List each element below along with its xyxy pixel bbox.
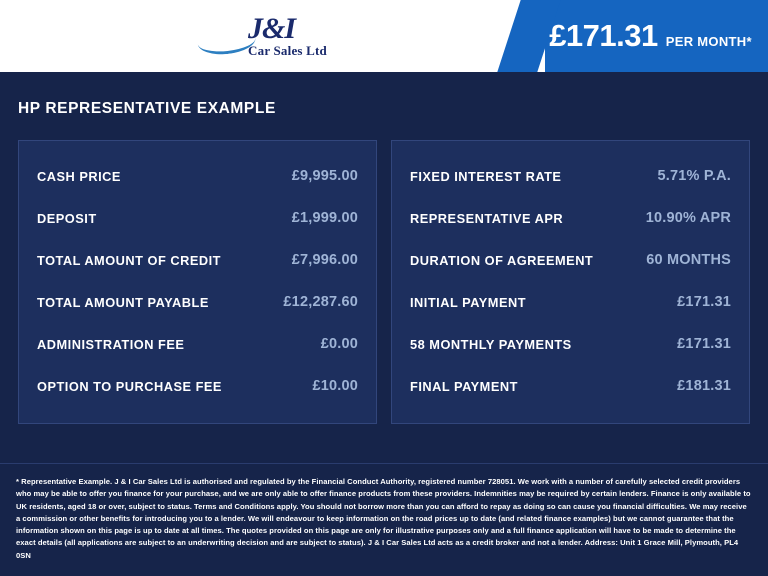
row-label: DURATION OF AGREEMENT [410, 252, 594, 268]
table-row [37, 323, 358, 365]
row-label: ADMINISTRATION FEE [37, 336, 185, 352]
row-value: 10.90% APR [645, 210, 731, 226]
row-label: FIXED INTEREST RATE [410, 168, 562, 184]
table-row [410, 239, 731, 281]
table-row [410, 155, 731, 197]
row-label: FINAL PAYMENT [410, 378, 518, 394]
table-row [410, 365, 731, 407]
left-details-panel [18, 140, 377, 424]
table-row [410, 197, 731, 239]
table-row [37, 365, 358, 407]
company-logo [198, 11, 327, 58]
logo-area [0, 0, 545, 72]
row-label: TOTAL AMOUNT PAYABLE [37, 294, 209, 310]
row-label: CASH PRICE [37, 168, 121, 184]
page-title: HP REPRESENTATIVE EXAMPLE [18, 100, 276, 117]
finance-details-panels [18, 140, 750, 424]
disclaimer-text: * Representative Example. J & I Car Sales Ltd is authorised and regulated by the Financial Conduct Authority, registered number 728051. We work with a number of carefully selected credit providers who may be able to offer you finance for your purchase, and we are only able to offer finance products from these providers. Indemnities may be required by certain lenders. Finance is only available to UK residents, aged 18 or over, subject to status. Terms and Conditions apply. You should not borrow more than you can afford to repay as doing so can cause you financial difficulties. We may receive a commission or other benefits for introducing you to a lender. We will endeavour to keep information on the road prices up to date (and related finance examples) but we cannot guarantee that the information shown on this page is up to date at all times. The quotes provided on this page are only for illustrative purposes only and a full finance application will have to be made to determine the exact details (all applications are subject to an underwriting decision and are subject to status). J & I Car Sales Ltd acts as a credit broker and not a lender. Address: Unit 1 Grace Mill, Plymouth, PL4 0SN [16, 476, 751, 560]
right-details-panel [391, 140, 750, 424]
logo-text [248, 11, 327, 58]
monthly-price-period: PER MONTH* [665, 34, 752, 49]
row-value: £0.00 [320, 336, 358, 352]
logo-subtitle: Car Sales Ltd [248, 42, 327, 58]
table-row [37, 281, 358, 323]
swoosh-icon [198, 14, 242, 58]
row-label: 58 MONTHLY PAYMENTS [410, 336, 572, 352]
disclaimer-section [0, 463, 768, 576]
header [0, 0, 768, 72]
row-value: £171.31 [677, 336, 731, 352]
table-row [410, 281, 731, 323]
logo-brand: J&I [248, 11, 296, 45]
row-label: OPTION TO PURCHASE FEE [37, 378, 222, 394]
row-value: £181.31 [677, 378, 731, 394]
row-value: £171.31 [677, 294, 731, 310]
row-value: £10.00 [312, 378, 358, 394]
row-label: TOTAL AMOUNT OF CREDIT [37, 252, 221, 268]
table-row [37, 197, 358, 239]
row-label: REPRESENTATIVE APR [410, 210, 564, 226]
monthly-price-banner [545, 0, 768, 72]
row-value: £12,287.60 [283, 294, 358, 310]
row-value: 60 MONTHS [646, 252, 731, 268]
row-value: 5.71% P.A. [657, 168, 731, 184]
row-value: £9,995.00 [291, 168, 358, 184]
table-row [410, 323, 731, 365]
row-label: INITIAL PAYMENT [410, 294, 527, 310]
row-value: £7,996.00 [291, 252, 358, 268]
monthly-price-value: £171.31 [549, 18, 658, 53]
table-row [37, 155, 358, 197]
row-value: £1,999.00 [291, 210, 358, 226]
row-label: DEPOSIT [37, 210, 97, 226]
table-row [37, 239, 358, 281]
